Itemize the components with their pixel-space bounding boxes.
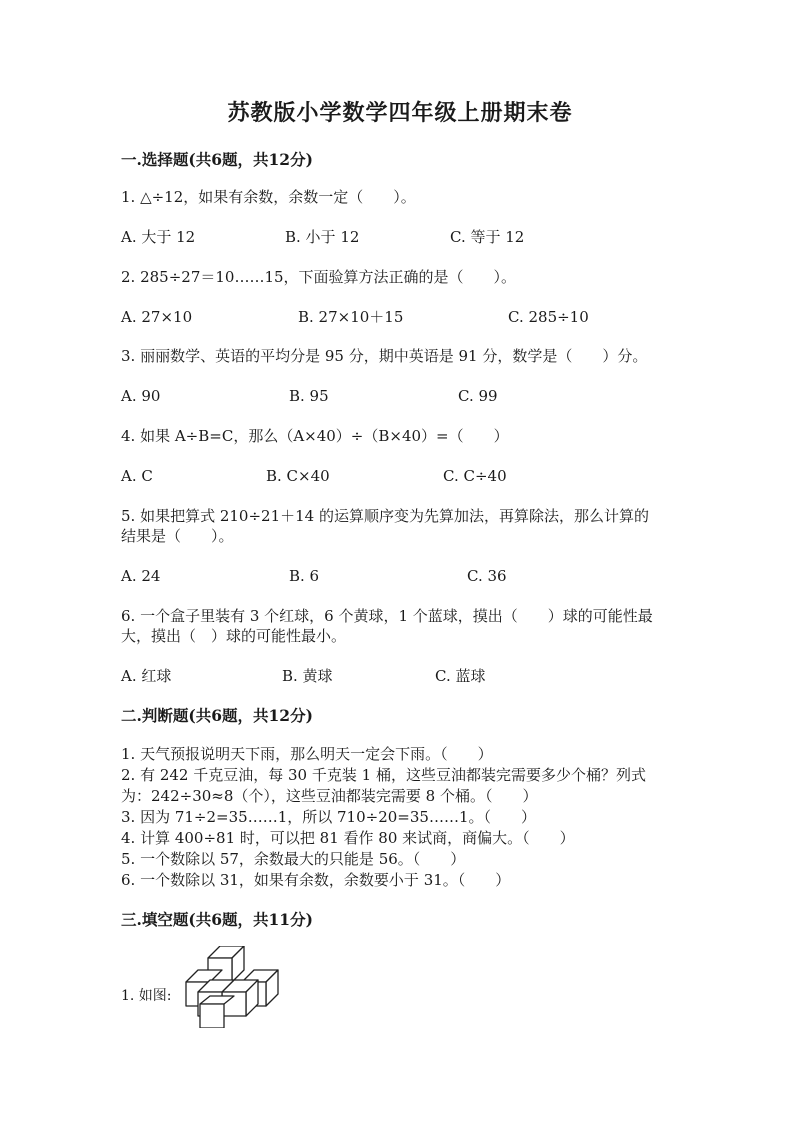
question-text-cont: 结果是（ ）。: [121, 527, 234, 545]
option-c: C. 99: [458, 387, 498, 405]
option-a: A. 27×10: [121, 308, 193, 326]
option-c: C. C÷40: [443, 467, 507, 485]
cube-front-face: [200, 1004, 224, 1028]
option-c: C. 蓝球: [435, 667, 486, 685]
section-heading-fill: 三.填空题(共6题，共11分): [121, 910, 313, 929]
question-text: 4. 如果 A÷B=C，那么（A×40）÷（B×40）=（ ）: [121, 427, 509, 445]
exam-title: 苏教版小学数学四年级上册期末卷: [227, 100, 573, 126]
question-text: 3. 丽丽数学、英语的平均分是 95 分，期中英语是 91 分，数学是（ ）分。: [121, 347, 648, 365]
option-c: C. 285÷10: [508, 308, 589, 326]
judge-item: 4. 计算 400÷81 时，可以把 81 看作 80 来试商，商偏大。（ ）: [121, 829, 575, 847]
judge-item: 5. 一个数除以 57，余数最大的只能是 56。（ ）: [121, 850, 466, 868]
option-b: B. 黄球: [282, 667, 333, 685]
question-text: 5. 如果把算式 210÷21＋14 的运算顺序变为先算加法，再算除法，那么计算的: [121, 507, 649, 525]
option-c: C. 36: [467, 567, 507, 585]
option-a: A. 大于 12: [121, 228, 196, 246]
judge-item: 1. 天气预报说明天下雨，那么明天一定会下雨。（ ）: [121, 745, 493, 763]
option-a: A. 90: [121, 387, 161, 405]
option-a: A. 红球: [121, 667, 172, 685]
judge-item: 2. 有 242 千克豆油，每 30 千克装 1 桶，这些豆油都装完需要多少个桶？列式: [121, 766, 646, 784]
option-b: B. 27×10＋15: [298, 308, 404, 326]
judge-item: 3. 因为 71÷2=35……1，所以 710÷20=35……1。（ ）: [121, 808, 536, 826]
option-b: B. 95: [289, 387, 329, 405]
option-b: B. 小于 12: [285, 228, 360, 246]
question-text: 1. △÷12，如果有余数，余数一定（ ）。: [121, 188, 416, 206]
question-text: 6. 一个盒子里装有 3 个红球，6 个黄球，1 个蓝球，摸出（ ）球的可能性最: [121, 607, 653, 625]
option-a: A. C: [121, 467, 153, 485]
cube-stack-figure: [176, 946, 286, 1028]
option-b: B. 6: [289, 567, 320, 585]
judge-item-cont: 为：242÷30≈8（个），这些豆油都装完需要 8 个桶。（ ）: [121, 787, 538, 805]
section-heading-judge: 二.判断题(共6题，共12分): [121, 706, 313, 725]
question-text-cont: 大，摸出（ ）球的可能性最小。: [121, 627, 347, 645]
fill-question-label: 1. 如图:: [121, 988, 172, 1004]
section-heading-choice: 一.选择题(共6题，共12分): [121, 150, 313, 169]
option-b: B. C×40: [266, 467, 330, 485]
judge-item: 6. 一个数除以 31，如果有余数，余数要小于 31。（ ）: [121, 871, 511, 889]
question-text: 2. 285÷27＝10……15，下面验算方法正确的是（ ）。: [121, 268, 517, 286]
option-a: A. 24: [121, 567, 161, 585]
option-c: C. 等于 12: [450, 228, 525, 246]
